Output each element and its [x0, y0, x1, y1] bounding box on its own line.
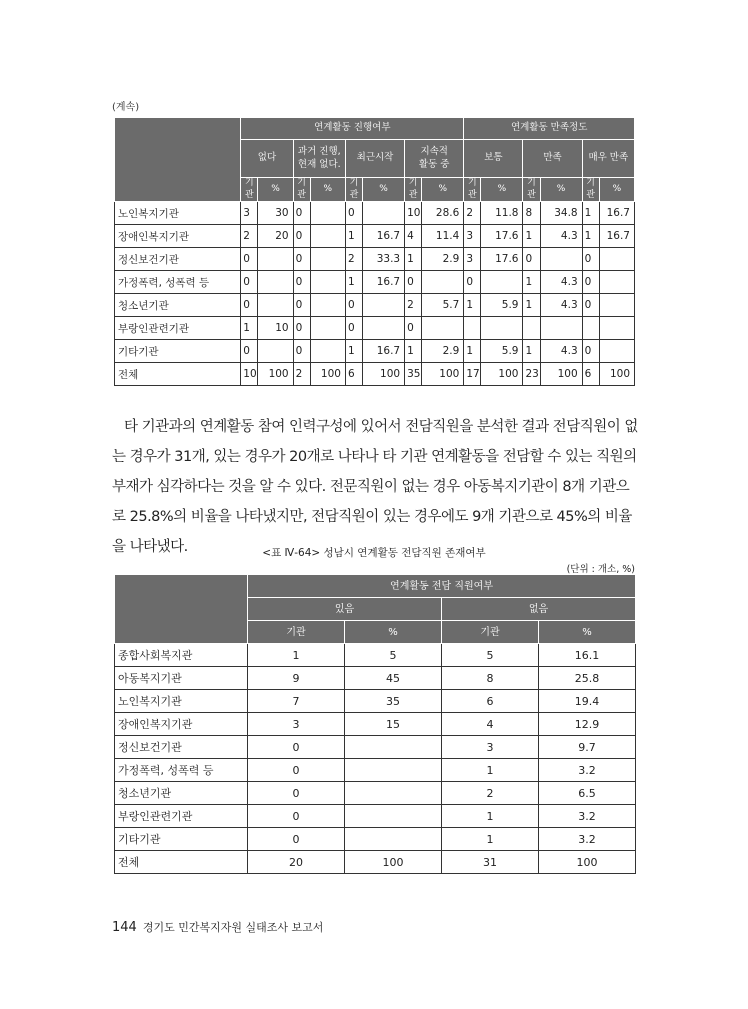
- row-label: 정신보건기관: [115, 736, 248, 759]
- data-cell: 0: [293, 271, 310, 294]
- dedicated-staff-table: [114, 574, 636, 874]
- data-cell: 30: [258, 202, 293, 225]
- table-row: [115, 340, 635, 363]
- unit-header: 기관: [442, 621, 539, 644]
- unit-note: (단위 : 개소, %): [566, 564, 635, 575]
- data-cell: 17: [464, 363, 481, 386]
- row-label: 장애인복지기관: [115, 713, 248, 736]
- unit-header: %: [539, 621, 636, 644]
- row-label: 전체: [115, 851, 248, 874]
- data-cell: 33.3: [363, 248, 405, 271]
- data-cell: 1: [442, 828, 539, 851]
- data-cell: 5: [345, 644, 442, 667]
- unit-header: %: [345, 621, 442, 644]
- data-cell: 0: [241, 271, 258, 294]
- row-label: 부랑인관련기관: [115, 317, 241, 340]
- table-row: [115, 294, 635, 317]
- data-cell: 0: [582, 340, 599, 363]
- data-cell: 1: [442, 805, 539, 828]
- data-cell: 11.4: [422, 225, 464, 248]
- sub-header: 만족: [523, 140, 582, 178]
- data-cell: 15: [345, 713, 442, 736]
- data-cell: 8: [523, 202, 540, 225]
- data-cell: 3: [442, 736, 539, 759]
- data-cell: 0: [248, 828, 345, 851]
- group-header-dedicated-staff: 연계활동 전담 직원여부: [248, 575, 636, 598]
- data-cell: [310, 202, 345, 225]
- data-cell: 6: [345, 363, 362, 386]
- data-cell: 5.9: [481, 294, 523, 317]
- data-cell: 0: [293, 340, 310, 363]
- corner-cell: [115, 575, 248, 644]
- data-cell: 20: [258, 225, 293, 248]
- row-label: 노인복지기관: [115, 202, 241, 225]
- unit-header: %: [422, 178, 464, 202]
- data-cell: 2: [293, 363, 310, 386]
- data-cell: 4.3: [540, 340, 582, 363]
- unit-header: 기관: [241, 178, 258, 202]
- data-cell: 16.7: [363, 225, 405, 248]
- data-cell: [310, 271, 345, 294]
- data-cell: 17.6: [481, 225, 523, 248]
- table-row: [115, 202, 635, 225]
- unit-header: 기관: [345, 178, 362, 202]
- table-row: [115, 805, 636, 828]
- row-label: 전체: [115, 363, 241, 386]
- data-cell: 10: [405, 202, 422, 225]
- data-cell: 9.7: [539, 736, 636, 759]
- data-cell: 100: [540, 363, 582, 386]
- data-cell: [599, 340, 634, 363]
- data-cell: 2: [405, 294, 422, 317]
- sub-header: 과거 진행, 현재 없다.: [293, 140, 345, 178]
- data-cell: 25.8: [539, 667, 636, 690]
- data-cell: 1: [523, 271, 540, 294]
- data-cell: [310, 317, 345, 340]
- data-cell: 1: [405, 340, 422, 363]
- data-cell: [345, 736, 442, 759]
- data-cell: [310, 340, 345, 363]
- data-cell: [422, 317, 464, 340]
- table-row: [115, 271, 635, 294]
- sub-header: 최근시작: [345, 140, 404, 178]
- row-label: 장애인복지기관: [115, 225, 241, 248]
- row-label: 정신보건기관: [115, 248, 241, 271]
- row-label: 청소년기관: [115, 294, 241, 317]
- page-number: 144: [112, 920, 137, 935]
- row-label: 아동복지기관: [115, 667, 248, 690]
- corner-cell: [115, 118, 241, 202]
- data-cell: 8: [442, 667, 539, 690]
- table-caption: <표 Ⅳ-64> 성남시 연계활동 전담직원 존재여부: [262, 547, 486, 559]
- data-cell: [258, 271, 293, 294]
- data-cell: 0: [248, 782, 345, 805]
- data-cell: 23: [523, 363, 540, 386]
- data-cell: [540, 317, 582, 340]
- row-label: 기타기관: [115, 340, 241, 363]
- unit-header: %: [310, 178, 345, 202]
- data-cell: 16.7: [363, 271, 405, 294]
- continued-label: (계속): [112, 102, 140, 113]
- data-cell: 100: [422, 363, 464, 386]
- data-cell: 19.4: [539, 690, 636, 713]
- data-cell: 0: [345, 294, 362, 317]
- data-cell: 1: [523, 225, 540, 248]
- data-cell: 20: [248, 851, 345, 874]
- data-cell: 1: [241, 317, 258, 340]
- data-cell: 0: [248, 759, 345, 782]
- data-cell: 7: [248, 690, 345, 713]
- data-cell: 0: [405, 271, 422, 294]
- data-cell: 2.9: [422, 248, 464, 271]
- data-cell: 45: [345, 667, 442, 690]
- unit-header: 기관: [248, 621, 345, 644]
- data-cell: 16.1: [539, 644, 636, 667]
- data-cell: 0: [293, 248, 310, 271]
- data-cell: 4: [405, 225, 422, 248]
- data-cell: 28.6: [422, 202, 464, 225]
- data-cell: 3.2: [539, 805, 636, 828]
- data-cell: 100: [599, 363, 634, 386]
- data-cell: 11.8: [481, 202, 523, 225]
- data-cell: 100: [363, 363, 405, 386]
- data-cell: 1: [464, 340, 481, 363]
- table-row: [115, 713, 636, 736]
- data-cell: [599, 317, 634, 340]
- group-header-satisfaction: 연계활동 만족정도: [464, 118, 635, 140]
- data-cell: 0: [405, 317, 422, 340]
- data-cell: 35: [405, 363, 422, 386]
- data-cell: 4.3: [540, 225, 582, 248]
- data-cell: 1: [248, 644, 345, 667]
- data-cell: 1: [582, 202, 599, 225]
- table-row: [115, 667, 636, 690]
- data-cell: [599, 271, 634, 294]
- data-cell: 1: [464, 294, 481, 317]
- data-cell: [481, 317, 523, 340]
- data-cell: 2.9: [422, 340, 464, 363]
- data-cell: 35: [345, 690, 442, 713]
- table-row: [115, 644, 636, 667]
- data-cell: 0: [293, 294, 310, 317]
- data-cell: 1: [345, 271, 362, 294]
- data-cell: 6.5: [539, 782, 636, 805]
- unit-header: %: [258, 178, 293, 202]
- data-cell: 1: [405, 248, 422, 271]
- data-cell: [363, 294, 405, 317]
- data-cell: 0: [293, 317, 310, 340]
- table-row: [115, 317, 635, 340]
- data-cell: 31: [442, 851, 539, 874]
- data-cell: 0: [241, 294, 258, 317]
- data-cell: [464, 317, 481, 340]
- data-cell: [599, 248, 634, 271]
- data-cell: [599, 294, 634, 317]
- data-cell: 10: [241, 363, 258, 386]
- data-cell: 5.7: [422, 294, 464, 317]
- data-cell: [481, 271, 523, 294]
- data-cell: [422, 271, 464, 294]
- data-cell: 4.3: [540, 271, 582, 294]
- data-cell: 5.9: [481, 340, 523, 363]
- linkage-activity-table: [114, 117, 635, 386]
- data-cell: 0: [523, 248, 540, 271]
- sub-header: 매우 만족: [582, 140, 634, 178]
- data-cell: 6: [582, 363, 599, 386]
- data-cell: 0: [345, 317, 362, 340]
- data-cell: 2: [345, 248, 362, 271]
- unit-header: %: [599, 178, 634, 202]
- data-cell: 100: [539, 851, 636, 874]
- data-cell: 5: [442, 644, 539, 667]
- data-cell: 1: [345, 340, 362, 363]
- data-cell: 3: [248, 713, 345, 736]
- data-cell: [310, 248, 345, 271]
- data-cell: 1: [523, 294, 540, 317]
- data-cell: 1: [442, 759, 539, 782]
- data-cell: [582, 317, 599, 340]
- row-label: 청소년기관: [115, 782, 248, 805]
- data-cell: 2: [442, 782, 539, 805]
- sub-header: 없다: [241, 140, 293, 178]
- data-cell: 0: [582, 271, 599, 294]
- data-cell: 16.7: [599, 202, 634, 225]
- data-cell: 6: [442, 690, 539, 713]
- table-row: [115, 248, 635, 271]
- unit-header: %: [481, 178, 523, 202]
- data-cell: 100: [310, 363, 345, 386]
- data-cell: 3: [241, 202, 258, 225]
- group-header-progress: 연계활동 진행여부: [241, 118, 464, 140]
- data-cell: [363, 317, 405, 340]
- table-row: [115, 736, 636, 759]
- table-row: [115, 363, 635, 386]
- data-cell: [523, 317, 540, 340]
- data-cell: 0: [345, 202, 362, 225]
- sub-header-yes: 있음: [248, 598, 442, 621]
- data-cell: [345, 805, 442, 828]
- data-cell: 12.9: [539, 713, 636, 736]
- report-title: 경기도 민간복지자원 실태조사 보고서: [142, 921, 324, 934]
- data-cell: 3: [464, 248, 481, 271]
- page-footer: [112, 919, 323, 935]
- data-cell: [540, 248, 582, 271]
- data-cell: 2: [464, 202, 481, 225]
- data-cell: 0: [582, 294, 599, 317]
- unit-header: %: [363, 178, 405, 202]
- data-cell: [258, 340, 293, 363]
- data-cell: 3: [464, 225, 481, 248]
- data-cell: 0: [293, 202, 310, 225]
- data-cell: [258, 248, 293, 271]
- data-cell: 0: [248, 805, 345, 828]
- data-cell: 9: [248, 667, 345, 690]
- data-cell: 10: [258, 317, 293, 340]
- table-row: [115, 759, 636, 782]
- data-cell: 3.2: [539, 759, 636, 782]
- data-cell: 100: [258, 363, 293, 386]
- data-cell: 100: [481, 363, 523, 386]
- sub-header: 지속적 활동 중: [405, 140, 464, 178]
- data-cell: 0: [241, 248, 258, 271]
- table-row: [115, 225, 635, 248]
- row-label: 부랑인관련기관: [115, 805, 248, 828]
- data-cell: 4: [442, 713, 539, 736]
- body-paragraph: 타 기관과의 연계활동 참여 인력구성에 있어서 전담직원을 분석한 결과 전담직원이 없는 경우가 31개, 있는 경우가 20개로 나타나 타 기관 연계활동을 전담할 수 있는 직원의 부재가 심각하다는 것을 알 수 있다. 전문직원이 없는 경우 아동복지기관이 8개 기관으로 25.8%의 비율을 나타냈지만, 전담직원이 있는 경우에도 9개 기관으로 45%의 비율을 나타냈다.: [112, 419, 638, 555]
- data-cell: 1: [523, 340, 540, 363]
- data-cell: [363, 202, 405, 225]
- data-cell: 4.3: [540, 294, 582, 317]
- data-cell: 2: [241, 225, 258, 248]
- row-label: 노인복지기관: [115, 690, 248, 713]
- data-cell: 16.7: [599, 225, 634, 248]
- table-row: [115, 690, 636, 713]
- row-label: 종합사회복지관: [115, 644, 248, 667]
- data-cell: 1: [582, 225, 599, 248]
- unit-header: 기관: [582, 178, 599, 202]
- table-row: [115, 851, 636, 874]
- unit-header: 기관: [293, 178, 310, 202]
- data-cell: [345, 782, 442, 805]
- row-label: 가정폭력, 성폭력 등: [115, 759, 248, 782]
- sub-header-no: 없음: [442, 598, 636, 621]
- data-cell: 34.8: [540, 202, 582, 225]
- unit-header: 기관: [464, 178, 481, 202]
- unit-header: 기관: [523, 178, 540, 202]
- data-cell: 16.7: [363, 340, 405, 363]
- data-cell: 0: [241, 340, 258, 363]
- data-cell: 17.6: [481, 248, 523, 271]
- row-label: 기타기관: [115, 828, 248, 851]
- data-cell: 3.2: [539, 828, 636, 851]
- data-cell: [258, 294, 293, 317]
- data-cell: 0: [248, 736, 345, 759]
- data-cell: [345, 828, 442, 851]
- table-row: [115, 782, 636, 805]
- sub-header: 보통: [464, 140, 523, 178]
- data-cell: 0: [293, 225, 310, 248]
- data-cell: [345, 759, 442, 782]
- data-cell: 1: [345, 225, 362, 248]
- table-row: [115, 828, 636, 851]
- unit-header: 기관: [405, 178, 422, 202]
- data-cell: 100: [345, 851, 442, 874]
- data-cell: [310, 225, 345, 248]
- data-cell: [310, 294, 345, 317]
- unit-header: %: [540, 178, 582, 202]
- row-label: 가정폭력, 성폭력 등: [115, 271, 241, 294]
- data-cell: 0: [464, 271, 481, 294]
- data-cell: 0: [582, 248, 599, 271]
